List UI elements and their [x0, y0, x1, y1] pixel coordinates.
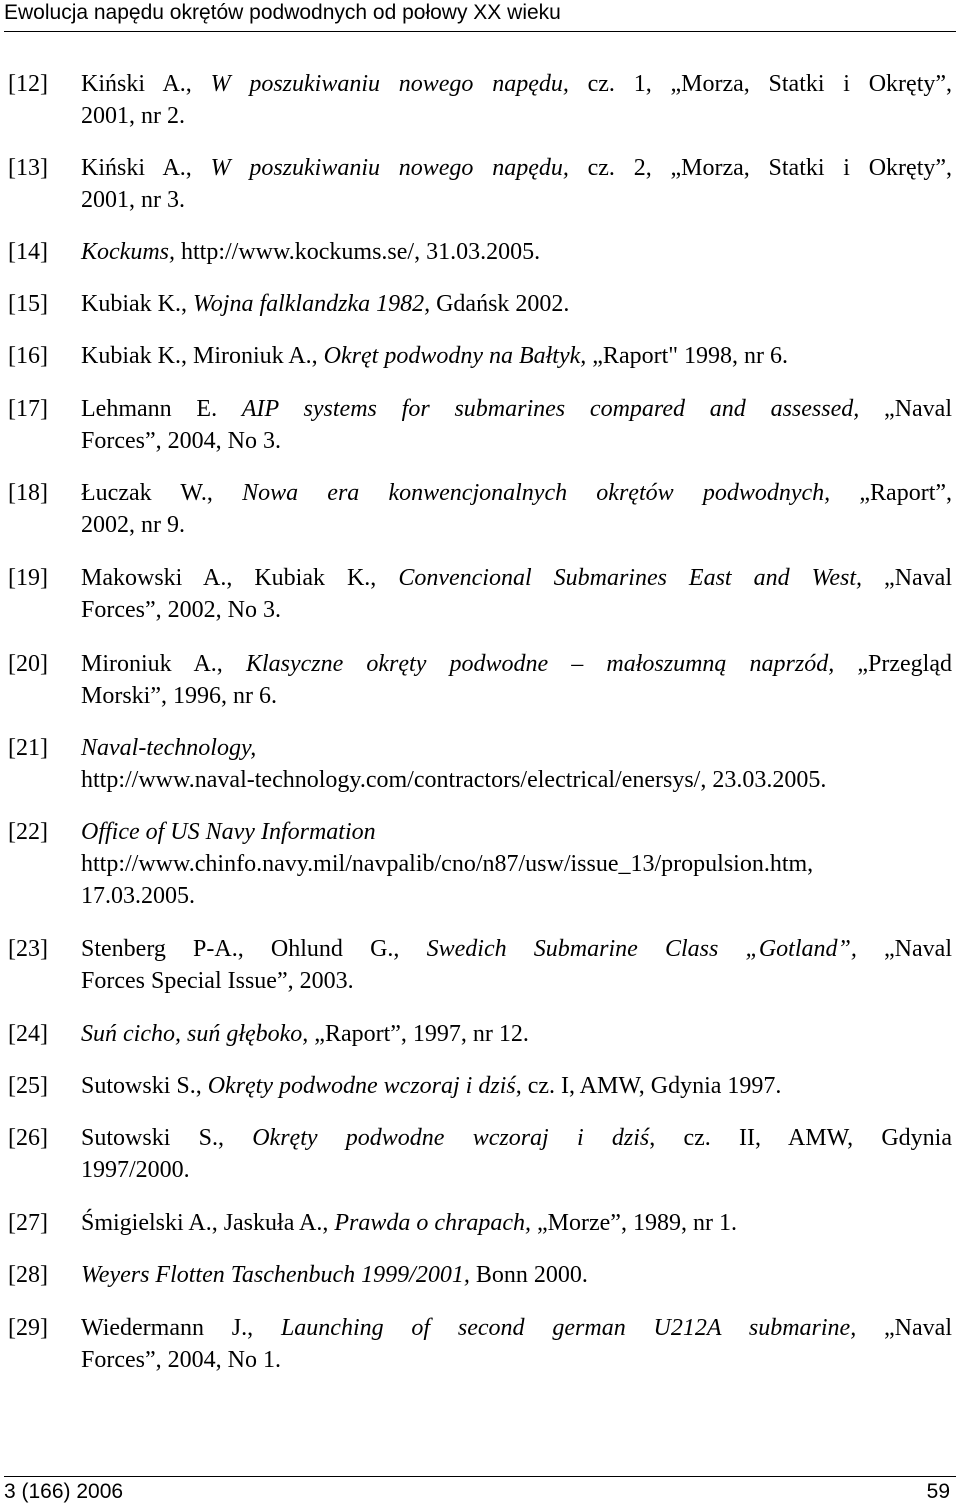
reference-line-continued: 2002, nr 9.	[81, 512, 185, 538]
reference-title: Suń cicho, suń głęboko,	[81, 1021, 309, 1047]
reference-line-continued: 1997/2000.	[81, 1157, 190, 1183]
reference-line	[81, 648, 952, 680]
page-footer	[4, 1476, 956, 1504]
reference-source: „Naval	[856, 936, 952, 962]
reference-source: „Morze”, 1989, nr 1.	[531, 1210, 737, 1236]
reference-body	[81, 816, 952, 912]
reference-number: [14]	[8, 239, 48, 265]
reference-title: Convencional Submarines East and West,	[398, 565, 863, 591]
reference-line-continued: Morski”, 1996, nr 6.	[81, 683, 277, 709]
reference-number: [17]	[8, 396, 48, 422]
reference-body	[81, 288, 952, 320]
reference-date: 17.03.2005.	[81, 883, 195, 909]
issue-number: 3 (166) 2006	[4, 1480, 124, 1503]
reference-title: Okręt podwodny na Bałtyk,	[323, 343, 587, 369]
reference-author: Kiński A.,	[81, 155, 211, 181]
reference-source: „Przegląd	[834, 651, 952, 677]
reference-line	[81, 1207, 952, 1239]
reference-source: , cz. I, AMW, Gdynia 1997.	[515, 1073, 782, 1099]
reference-body	[81, 1259, 952, 1291]
reference-line-continued: 2001, nr 3.	[81, 187, 185, 213]
reference-line	[81, 1070, 952, 1102]
reference-author: Kubiak K.,	[81, 291, 193, 317]
reference-source: „Raport”,	[830, 480, 953, 506]
reference-author: Wiedermann J.,	[81, 1315, 281, 1341]
reference-author: Kiński A.,	[81, 71, 211, 97]
reference-line-continued: 2001, nr 2.	[81, 103, 185, 129]
reference-title: Okręty podwodne wczoraj i dziś	[207, 1073, 516, 1099]
reference-number: [27]	[8, 1210, 48, 1236]
reference-number: [16]	[8, 343, 48, 369]
reference-body	[81, 562, 952, 626]
reference-number: [28]	[8, 1262, 48, 1288]
reference-title: Naval-technology,	[81, 735, 257, 761]
reference-title: Office of US Navy Information	[81, 819, 376, 845]
reference-line	[81, 732, 952, 764]
reference-body	[81, 393, 952, 457]
reference-number: [25]	[8, 1073, 48, 1099]
reference-body	[81, 732, 952, 796]
reference-number: [15]	[8, 291, 48, 317]
reference-author: Mironiuk A.,	[81, 651, 246, 677]
reference-author: Śmigielski A., Jaskuła A.,	[81, 1210, 335, 1236]
reference-title: Launching of second german U212A submarine,	[280, 1315, 857, 1341]
reference-line-continued: Forces”, 2004, No 3.	[81, 428, 281, 454]
reference-body	[81, 68, 952, 132]
reference-line	[81, 477, 952, 509]
reference-body	[81, 1207, 952, 1239]
reference-title: Swedich Submarine Class „Gotland”,	[426, 936, 857, 962]
reference-title: Weyers Flotten Taschenbuch 1999/2001,	[81, 1262, 470, 1288]
reference-line	[81, 816, 952, 848]
reference-title: Prawda o chrapach,	[334, 1210, 532, 1236]
reference-line	[81, 68, 952, 100]
reference-line	[81, 933, 952, 965]
reference-title: Okręty podwodne wczoraj i dziś	[252, 1125, 650, 1151]
reference-source: http://www.kockums.se/, 31.03.2005.	[174, 239, 541, 265]
reference-author: Sutowski S.,	[81, 1073, 208, 1099]
reference-author: Makowski A., Kubiak K.,	[81, 565, 399, 591]
reference-number: [19]	[8, 565, 48, 591]
reference-number: [18]	[8, 480, 48, 506]
reference-author: Kubiak K., Mironiuk A.,	[81, 343, 324, 369]
reference-number: [21]	[8, 735, 48, 761]
reference-number: [20]	[8, 651, 48, 677]
reference-source: „Naval	[862, 565, 952, 591]
reference-title: Wojna falklandzka 1982,	[192, 291, 431, 317]
reference-line	[81, 1259, 952, 1291]
reference-source: cz. 2, „Morza, Statki i Okręty”,	[568, 155, 953, 181]
reference-line	[81, 562, 952, 594]
reference-body	[81, 1070, 952, 1102]
reference-author: Stenberg P-A., Ohlund G.,	[81, 936, 427, 962]
reference-author: Lehmann E.	[81, 396, 242, 422]
reference-url: http://www.naval-technology.com/contractors/electrical/enersys/, 23.03.2005.	[81, 767, 827, 793]
reference-number: [29]	[8, 1315, 48, 1341]
reference-source: „Naval	[859, 396, 952, 422]
reference-title: Nowa era konwencjonalnych okrętów podwodnych,	[242, 480, 831, 506]
reference-title: AIP systems for submarines compared and assessed,	[241, 396, 860, 422]
header-title: Ewolucja napędu okrętów podwodnych od połowy XX wieku	[4, 1, 561, 24]
reference-line-continued: Forces”, 2004, No 1.	[81, 1347, 281, 1373]
reference-title: W poszukiwaniu nowego napędu,	[210, 71, 569, 97]
reference-number: [12]	[8, 71, 48, 97]
reference-number: [26]	[8, 1125, 48, 1151]
reference-body	[81, 477, 952, 541]
reference-line	[81, 1018, 952, 1050]
reference-body	[81, 236, 952, 268]
reference-source: , cz. II, AMW, Gdynia	[649, 1125, 952, 1151]
reference-line	[81, 288, 952, 320]
reference-body	[81, 340, 952, 372]
reference-line	[81, 1122, 952, 1154]
reference-source: cz. 1, „Morza, Statki i Okręty”,	[568, 71, 953, 97]
reference-line-continued: Forces Special Issue”, 2003.	[81, 968, 354, 994]
reference-title: Kockums,	[81, 239, 175, 265]
reference-source: Bonn 2000.	[469, 1262, 588, 1288]
footer-rule	[4, 1476, 956, 1477]
reference-body	[81, 152, 952, 216]
reference-title: Klasyczne okręty podwodne – małoszumną naprzód,	[245, 651, 835, 677]
reference-title: W poszukiwaniu nowego napędu,	[210, 155, 569, 181]
reference-body	[81, 648, 952, 712]
reference-line	[81, 393, 952, 425]
reference-body	[81, 1312, 952, 1376]
running-header	[4, 0, 956, 34]
reference-url: http://www.chinfo.navy.mil/navpalib/cno/n87/usw/issue_13/propulsion.htm,	[81, 851, 814, 877]
reference-source: Gdańsk 2002.	[430, 291, 570, 317]
reference-number: [22]	[8, 819, 48, 845]
reference-line	[81, 236, 952, 268]
reference-number: [23]	[8, 936, 48, 962]
reference-line	[81, 1312, 952, 1344]
reference-source: „Naval	[856, 1315, 952, 1341]
page-number: 59	[926, 1480, 950, 1503]
reference-number: [24]	[8, 1021, 48, 1047]
reference-body	[81, 1018, 952, 1050]
reference-source: „Raport" 1998, nr 6.	[586, 343, 789, 369]
reference-line	[81, 152, 952, 184]
reference-author: Łuczak W.,	[81, 480, 243, 506]
reference-number: [13]	[8, 155, 48, 181]
reference-author: Sutowski S.,	[81, 1125, 253, 1151]
reference-line-continued: Forces”, 2002, No 3.	[81, 597, 281, 623]
header-rule	[4, 31, 956, 32]
reference-body	[81, 933, 952, 997]
reference-source: „Raport”, 1997, nr 12.	[308, 1021, 529, 1047]
reference-body	[81, 1122, 952, 1186]
reference-line	[81, 340, 952, 372]
